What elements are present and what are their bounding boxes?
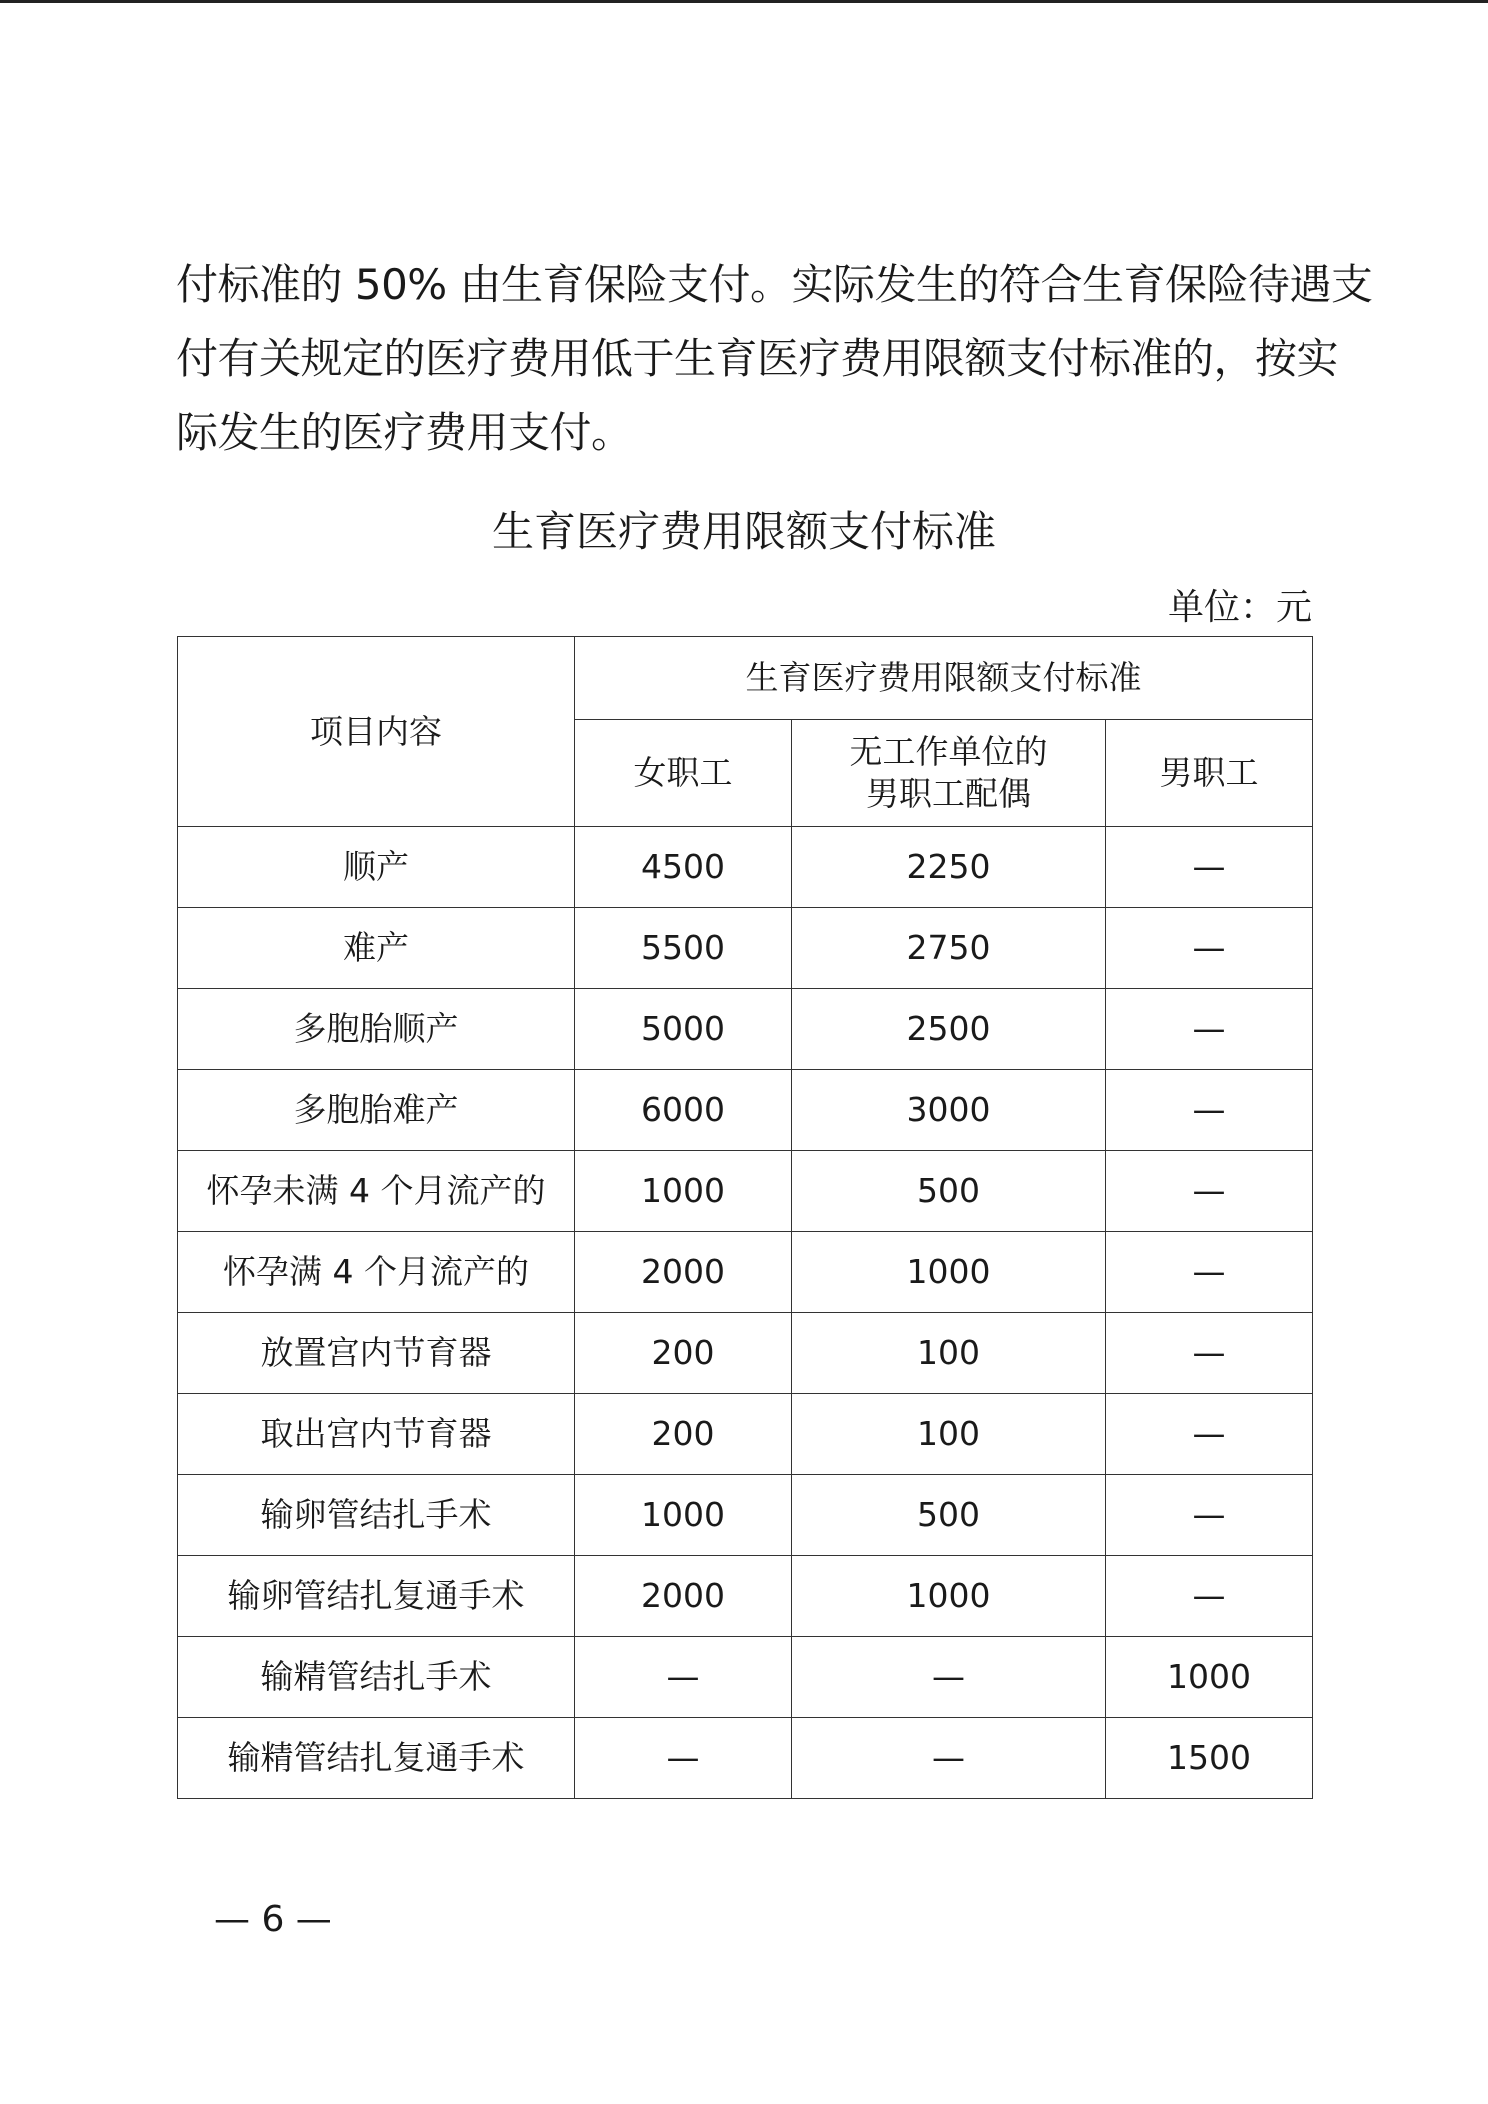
- paragraph-line: 付有关规定的医疗费用低于生育医疗费用限额支付标准的，按实: [176, 334, 1339, 383]
- table-row: [178, 1313, 1313, 1394]
- table-row: [178, 1232, 1313, 1313]
- cell-female: 5500: [575, 908, 792, 989]
- column-header-spouse-line2: 男职工配偶: [866, 774, 1031, 813]
- cell-item: 输卵管结扎复通手术: [178, 1556, 575, 1637]
- paragraph-line: 际发生的医疗费用支付。: [176, 408, 633, 457]
- cell-item: 放置宫内节育器: [178, 1313, 575, 1394]
- cell-spouse: 500: [792, 1151, 1106, 1232]
- cell-spouse: 1000: [792, 1556, 1106, 1637]
- cell-female: 4500: [575, 827, 792, 908]
- table-row: [178, 1718, 1313, 1799]
- cell-male: —: [1106, 1070, 1313, 1151]
- cell-female: 5000: [575, 989, 792, 1070]
- column-header-spouse: [792, 720, 1106, 827]
- table-row: [178, 1070, 1313, 1151]
- table-header-row: [178, 637, 1313, 720]
- table-row: [178, 1556, 1313, 1637]
- cell-male: —: [1106, 1151, 1313, 1232]
- cell-item: 输卵管结扎手术: [178, 1475, 575, 1556]
- cell-female: 6000: [575, 1070, 792, 1151]
- cell-male: —: [1106, 827, 1313, 908]
- cell-item: 多胞胎顺产: [178, 989, 575, 1070]
- column-header-spouse-line1: 无工作单位的: [849, 732, 1048, 771]
- cell-male: —: [1106, 1475, 1313, 1556]
- table-body: [178, 827, 1313, 1799]
- top-border-rule: [0, 0, 1488, 3]
- column-group-header: 生育医疗费用限额支付标准: [575, 637, 1313, 720]
- cell-spouse: 100: [792, 1394, 1106, 1475]
- cell-item: 输精管结扎复通手术: [178, 1718, 575, 1799]
- column-header-male: 男职工: [1106, 720, 1313, 827]
- cell-item: 怀孕未满 4 个月流产的: [178, 1151, 575, 1232]
- cell-spouse: 2250: [792, 827, 1106, 908]
- cell-male: —: [1106, 1313, 1313, 1394]
- cell-male: —: [1106, 989, 1313, 1070]
- table-title: 生育医疗费用限额支付标准: [491, 507, 996, 556]
- cell-spouse: —: [792, 1637, 1106, 1718]
- cell-female: —: [575, 1637, 792, 1718]
- cell-female: 1000: [575, 1151, 792, 1232]
- table-row: [178, 989, 1313, 1070]
- cell-item: 多胞胎难产: [178, 1070, 575, 1151]
- cell-spouse: 2750: [792, 908, 1106, 989]
- cell-spouse: 2500: [792, 989, 1106, 1070]
- cell-female: 1000: [575, 1475, 792, 1556]
- table-row: [178, 1151, 1313, 1232]
- cell-female: 200: [575, 1394, 792, 1475]
- page-number: — 6 —: [214, 1899, 332, 1940]
- cell-male: —: [1106, 1556, 1313, 1637]
- cell-spouse: 1000: [792, 1232, 1106, 1313]
- paragraph-line: 付标准的 50% 由生育保险支付。实际发生的符合生育保险待遇支: [176, 260, 1373, 309]
- cell-item: 怀孕满 4 个月流产的: [178, 1232, 575, 1313]
- cell-female: 200: [575, 1313, 792, 1394]
- column-header-item: 项目内容: [178, 637, 575, 827]
- cell-item: 输精管结扎手术: [178, 1637, 575, 1718]
- cell-male: 1500: [1106, 1718, 1313, 1799]
- cell-male: —: [1106, 1232, 1313, 1313]
- cell-item: 顺产: [178, 827, 575, 908]
- cell-female: 2000: [575, 1556, 792, 1637]
- cell-spouse: 100: [792, 1313, 1106, 1394]
- fee-limit-table: [177, 636, 1313, 1799]
- cell-female: 2000: [575, 1232, 792, 1313]
- table-row: [178, 1475, 1313, 1556]
- body-paragraph: [176, 248, 1373, 470]
- cell-item: 难产: [178, 908, 575, 989]
- table-row: [178, 1394, 1313, 1475]
- cell-male: 1000: [1106, 1637, 1313, 1718]
- table-row: [178, 908, 1313, 989]
- table-row: [178, 1637, 1313, 1718]
- cell-male: —: [1106, 908, 1313, 989]
- unit-label: 单位：元: [1167, 587, 1312, 628]
- table-row: [178, 827, 1313, 908]
- cell-item: 取出宫内节育器: [178, 1394, 575, 1475]
- cell-female: —: [575, 1718, 792, 1799]
- cell-spouse: 500: [792, 1475, 1106, 1556]
- column-header-female: 女职工: [575, 720, 792, 827]
- cell-spouse: —: [792, 1718, 1106, 1799]
- cell-male: —: [1106, 1394, 1313, 1475]
- cell-spouse: 3000: [792, 1070, 1106, 1151]
